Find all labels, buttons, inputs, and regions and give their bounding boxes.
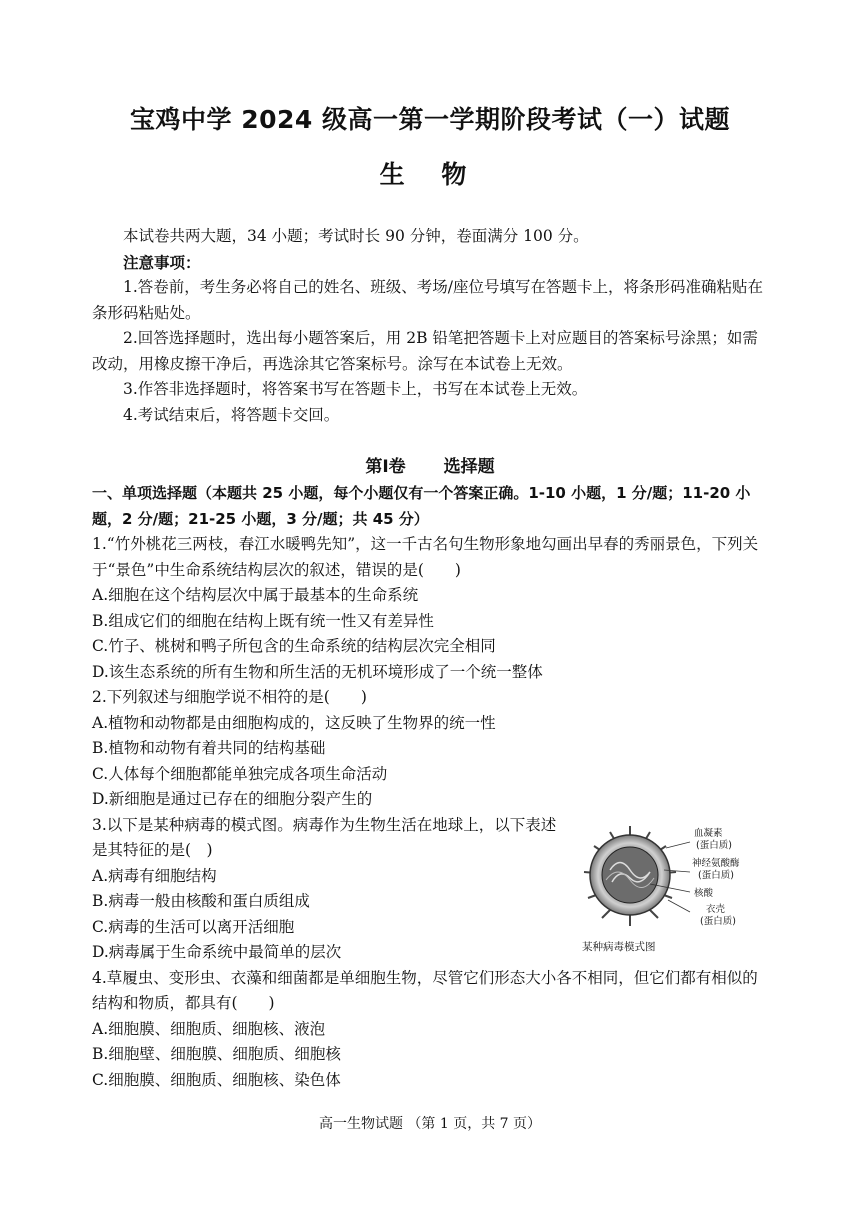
question-1-option-c: C.竹子、桃树和鸭子所包含的生命系统的结构层次完全相同 <box>92 637 496 655</box>
question-1-option-a: A.细胞在这个结构层次中属于最基本的生命系统 <box>92 586 419 604</box>
question-3-option-d: D.病毒属于生命系统中最简单的层次 <box>92 943 342 961</box>
note-4: 4.考试结束后，将答题卡交回。 <box>123 405 340 424</box>
notice-title: 注意事项： <box>123 252 201 272</box>
virus-model-figure <box>570 820 770 960</box>
exam-summary: 本试卷共两大题，34 小题；考试时长 90 分钟，卷面满分 100 分。 <box>123 227 589 245</box>
section-heading: 一、单项选择题（本题共 25 小题，每个小题仅有一个答案正确。1-10 小题，1 分/题；11-20 小题，2 分/题；21-25 小题，3 分/题；共 45 分） <box>92 484 751 528</box>
label-hemagglutinin: 血凝素 <box>694 828 723 839</box>
question-1-option-d: D.该生态系统的所有生物和所生活的无机环境形成了一个统一整体 <box>92 662 543 681</box>
label-nucleic-acid: 核酸 <box>694 888 714 899</box>
question-4-option-c: C.细胞膜、细胞质、细胞核、染色体 <box>92 1070 341 1089</box>
question-1-stem: 1.“竹外桃花三两枝，春江水暖鸭先知”，这一千古名句生物形象地勾画出早春的秀丽景色，下列关于“景色”中生命系统结构层次的叙述，错误的是( ) <box>92 535 759 579</box>
label-neuraminidase: 神经氨酸酶 <box>692 858 740 869</box>
label-protein-1: (蛋白质) <box>696 840 732 851</box>
question-3-option-b: B.病毒一般由核酸和蛋白质组成 <box>92 892 310 910</box>
question-2-option-a: A.植物和动物都是由细胞构成的，这反映了生物界的统一性 <box>92 713 496 732</box>
label-protein-3: (蛋白质) <box>700 916 736 927</box>
label-capsid: 衣壳 <box>706 904 726 915</box>
note-1: 1.答卷前，考生务必将自己的姓名、班级、考场/座位号填写在答题卡上，将条形码准确粘贴在条形码粘贴处。 <box>92 278 764 322</box>
section-part: 第Ⅰ卷 <box>365 457 406 477</box>
note-3: 3.作答非选择题时，将答案书写在答题卡上，书写在本试卷上无效。 <box>123 380 588 398</box>
label-protein-2: (蛋白质) <box>698 870 734 881</box>
section-title <box>0 452 860 477</box>
question-2-option-d: D.新细胞是通过已存在的细胞分裂产生的 <box>92 790 373 808</box>
subject-title: 生 物 <box>379 160 481 189</box>
question-area <box>92 481 768 1093</box>
question-3-option-a: A.病毒有细胞结构 <box>92 866 217 885</box>
instructions <box>92 224 768 428</box>
page-footer: 高一生物试题 （第 1 页，共 7 页） <box>318 1116 542 1132</box>
figure-caption: 某种病毒模式图 <box>582 941 656 953</box>
note-2: 2.回答选择题时，选出每小题答案后，用 2B 铅笔把答题卡上对应题目的答案标号涂黑；如需改动，用橡皮擦干净后，再选涂其它答案标号。涂写在本试卷上无效。 <box>92 329 758 373</box>
question-3-stem: 3.以下是某种病毒的模式图。病毒作为生物生活在地球上，以下表述是其特征的是( ) <box>92 815 557 859</box>
question-2-option-c: C.人体每个细胞都能单独完成各项生命活动 <box>92 764 388 783</box>
question-4-option-b: B.细胞壁、细胞膜、细胞质、细胞核 <box>92 1045 341 1063</box>
page-title: 宝鸡中学 2024 级高一第一学期阶段考试（一）试题 <box>130 105 730 134</box>
question-3-option-c: C.病毒的生活可以离开活细胞 <box>92 917 295 936</box>
question-4-option-a: A.细胞膜、细胞质、细胞核、液泡 <box>92 1019 326 1038</box>
question-2-option-b: B.植物和动物有着共同的结构基础 <box>92 739 326 757</box>
question-4-stem: 4.草履虫、变形虫、衣藻和细菌都是单细胞生物，尽管它们形态大小各不相同，但它们都有相似的结构和物质，都具有( ) <box>92 968 758 1012</box>
question-2-stem: 2.下列叙述与细胞学说不相符的是( ) <box>92 688 367 706</box>
section-name: 选择题 <box>443 457 495 477</box>
question-1-option-b: B.组成它们的细胞在结构上既有统一性又有差异性 <box>92 611 434 630</box>
